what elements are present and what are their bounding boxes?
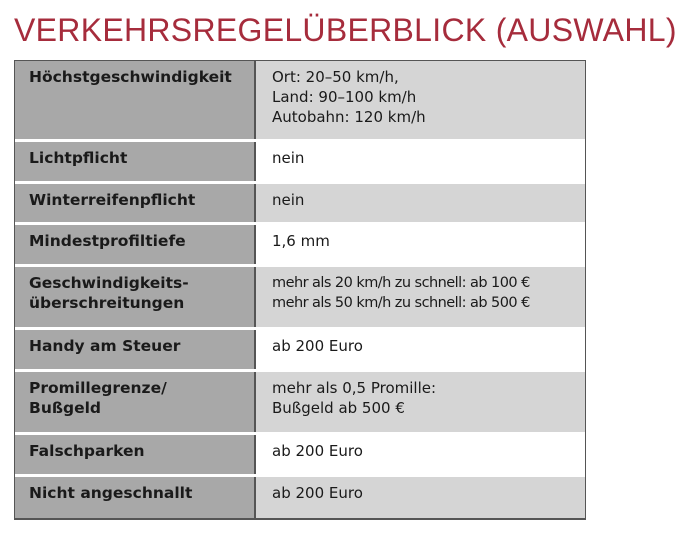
value-line: ab 200 Euro (272, 442, 363, 460)
row-value (256, 330, 585, 369)
row-value (256, 267, 585, 327)
document-title: VERKEHRSREGELÜBERBLICK (AUSWAHL) (14, 12, 677, 48)
label-line: Bußgeld (29, 399, 102, 417)
label-line: Falschparken (29, 442, 145, 460)
table-row-speed-limit (15, 61, 585, 142)
row-label (15, 477, 256, 518)
label-line: Nicht angeschnallt (29, 484, 193, 502)
value-line: nein (272, 191, 305, 209)
label-line: überschreitungen (29, 294, 185, 312)
table-row-parking (15, 435, 585, 477)
value-line: Autobahn: 120 km/h (272, 108, 426, 126)
label-line: Geschwindigkeits- (29, 274, 189, 292)
row-label (15, 372, 256, 432)
label-line: Promillegrenze/ (29, 379, 167, 397)
row-value (256, 61, 585, 139)
table-row-seatbelt (15, 477, 585, 518)
value-line: Ort: 20–50 km/h, (272, 68, 399, 86)
table-row-lights (15, 142, 585, 184)
value-line: mehr als 0,5 Promille: (272, 379, 437, 397)
row-label (15, 142, 256, 181)
value-line: ab 200 Euro (272, 484, 363, 502)
row-value (256, 435, 585, 474)
row-label (15, 61, 256, 139)
row-label (15, 225, 256, 264)
row-value (256, 477, 585, 518)
table-row-speeding (15, 267, 585, 330)
row-value (256, 142, 585, 181)
row-label (15, 267, 256, 327)
table-row-tread-depth (15, 225, 585, 267)
row-value (256, 372, 585, 432)
table-row-alcohol-limit (15, 372, 585, 435)
label-line: Winterreifenpflicht (29, 191, 196, 209)
table-row-winter-tires (15, 184, 585, 225)
value-line: mehr als 20 km/h zu schnell: ab 100 € (272, 275, 530, 291)
label-line: Lichtpflicht (29, 149, 128, 167)
value-line: Land: 90–100 km/h (272, 88, 417, 106)
row-label (15, 435, 256, 474)
traffic-rules-table (14, 60, 586, 520)
label-line: Mindestprofiltiefe (29, 232, 186, 250)
row-label (15, 330, 256, 369)
row-label (15, 184, 256, 222)
label-line: Höchstgeschwindigkeit (29, 68, 232, 86)
value-line: mehr als 50 km/h zu schnell: ab 500 € (272, 295, 530, 311)
table-row-phone (15, 330, 585, 372)
row-value (256, 184, 585, 222)
label-line: Handy am Steuer (29, 337, 181, 355)
value-line: 1,6 mm (272, 232, 330, 250)
value-line: Bußgeld ab 500 € (272, 399, 405, 417)
value-line: nein (272, 149, 305, 167)
row-value (256, 225, 585, 264)
value-line: ab 200 Euro (272, 337, 363, 355)
